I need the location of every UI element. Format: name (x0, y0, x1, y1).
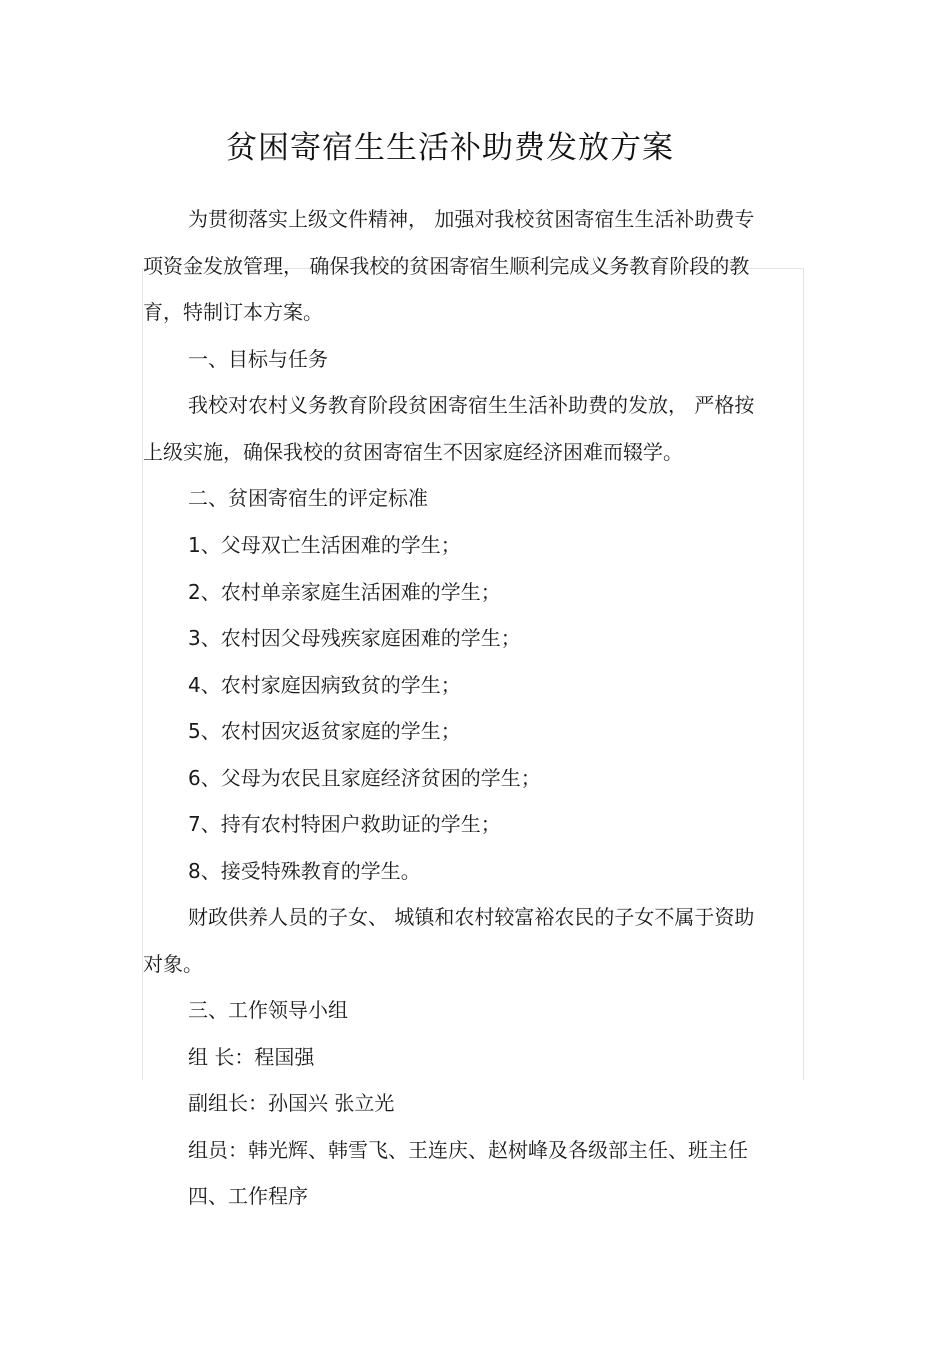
criteria-item: 3、农村因父母残疾家庭困难的学生； (188, 626, 521, 650)
section2-note-line-2: 对象。 (143, 952, 203, 976)
section1-body-line-2: 上级实施，确保我校的贫困寄宿生不因家庭经济困难而辍学。 (143, 440, 683, 464)
group-leader: 组 长：程国强 (188, 1045, 315, 1069)
intro-line-3: 育，特制订本方案。 (143, 300, 323, 324)
criteria-item: 5、农村因灾返贫家庭的学生； (188, 719, 461, 743)
group-deputy: 副组长：孙国兴 张立光 (188, 1091, 395, 1115)
document-title: 贫困寄宿生生活补助费发放方案 (226, 130, 674, 166)
section1-body-line-1: 我校对农村义务教育阶段贫困寄宿生生活补助费的发放， 严格按 (188, 393, 755, 417)
criteria-item: 4、农村家庭因病致贫的学生； (188, 673, 461, 697)
criteria-item: 7、持有农村特困户救助证的学生； (188, 812, 501, 836)
intro-line-1: 为贯彻落实上级文件精神， 加强对我校贫困寄宿生生活补助费专 (188, 207, 755, 231)
section2-note-line-1: 财政供养人员的子女、 城镇和农村较富裕农民的子女不属于资助 (188, 905, 755, 929)
section2-heading: 二、贫困寄宿生的评定标准 (188, 486, 428, 510)
criteria-item: 8、接受特殊教育的学生。 (188, 859, 421, 883)
section1-heading: 一、目标与任务 (188, 347, 328, 371)
intro-line-2: 项资金发放管理， 确保我校的贫困寄宿生顺利完成义务教育阶段的教 (143, 254, 750, 278)
group-members: 组员：韩光辉、韩雪飞、王连庆、赵树峰及各级部主任、班主任 (188, 1138, 748, 1162)
criteria-item: 2、农村单亲家庭生活困难的学生； (188, 580, 501, 604)
section3-heading: 三、工作领导小组 (188, 998, 348, 1022)
criteria-item: 1、父母双亡生活困难的学生； (188, 533, 461, 557)
criteria-item: 6、父母为农民且家庭经济贫困的学生； (188, 766, 541, 790)
section4-heading: 四、工作程序 (188, 1184, 308, 1208)
